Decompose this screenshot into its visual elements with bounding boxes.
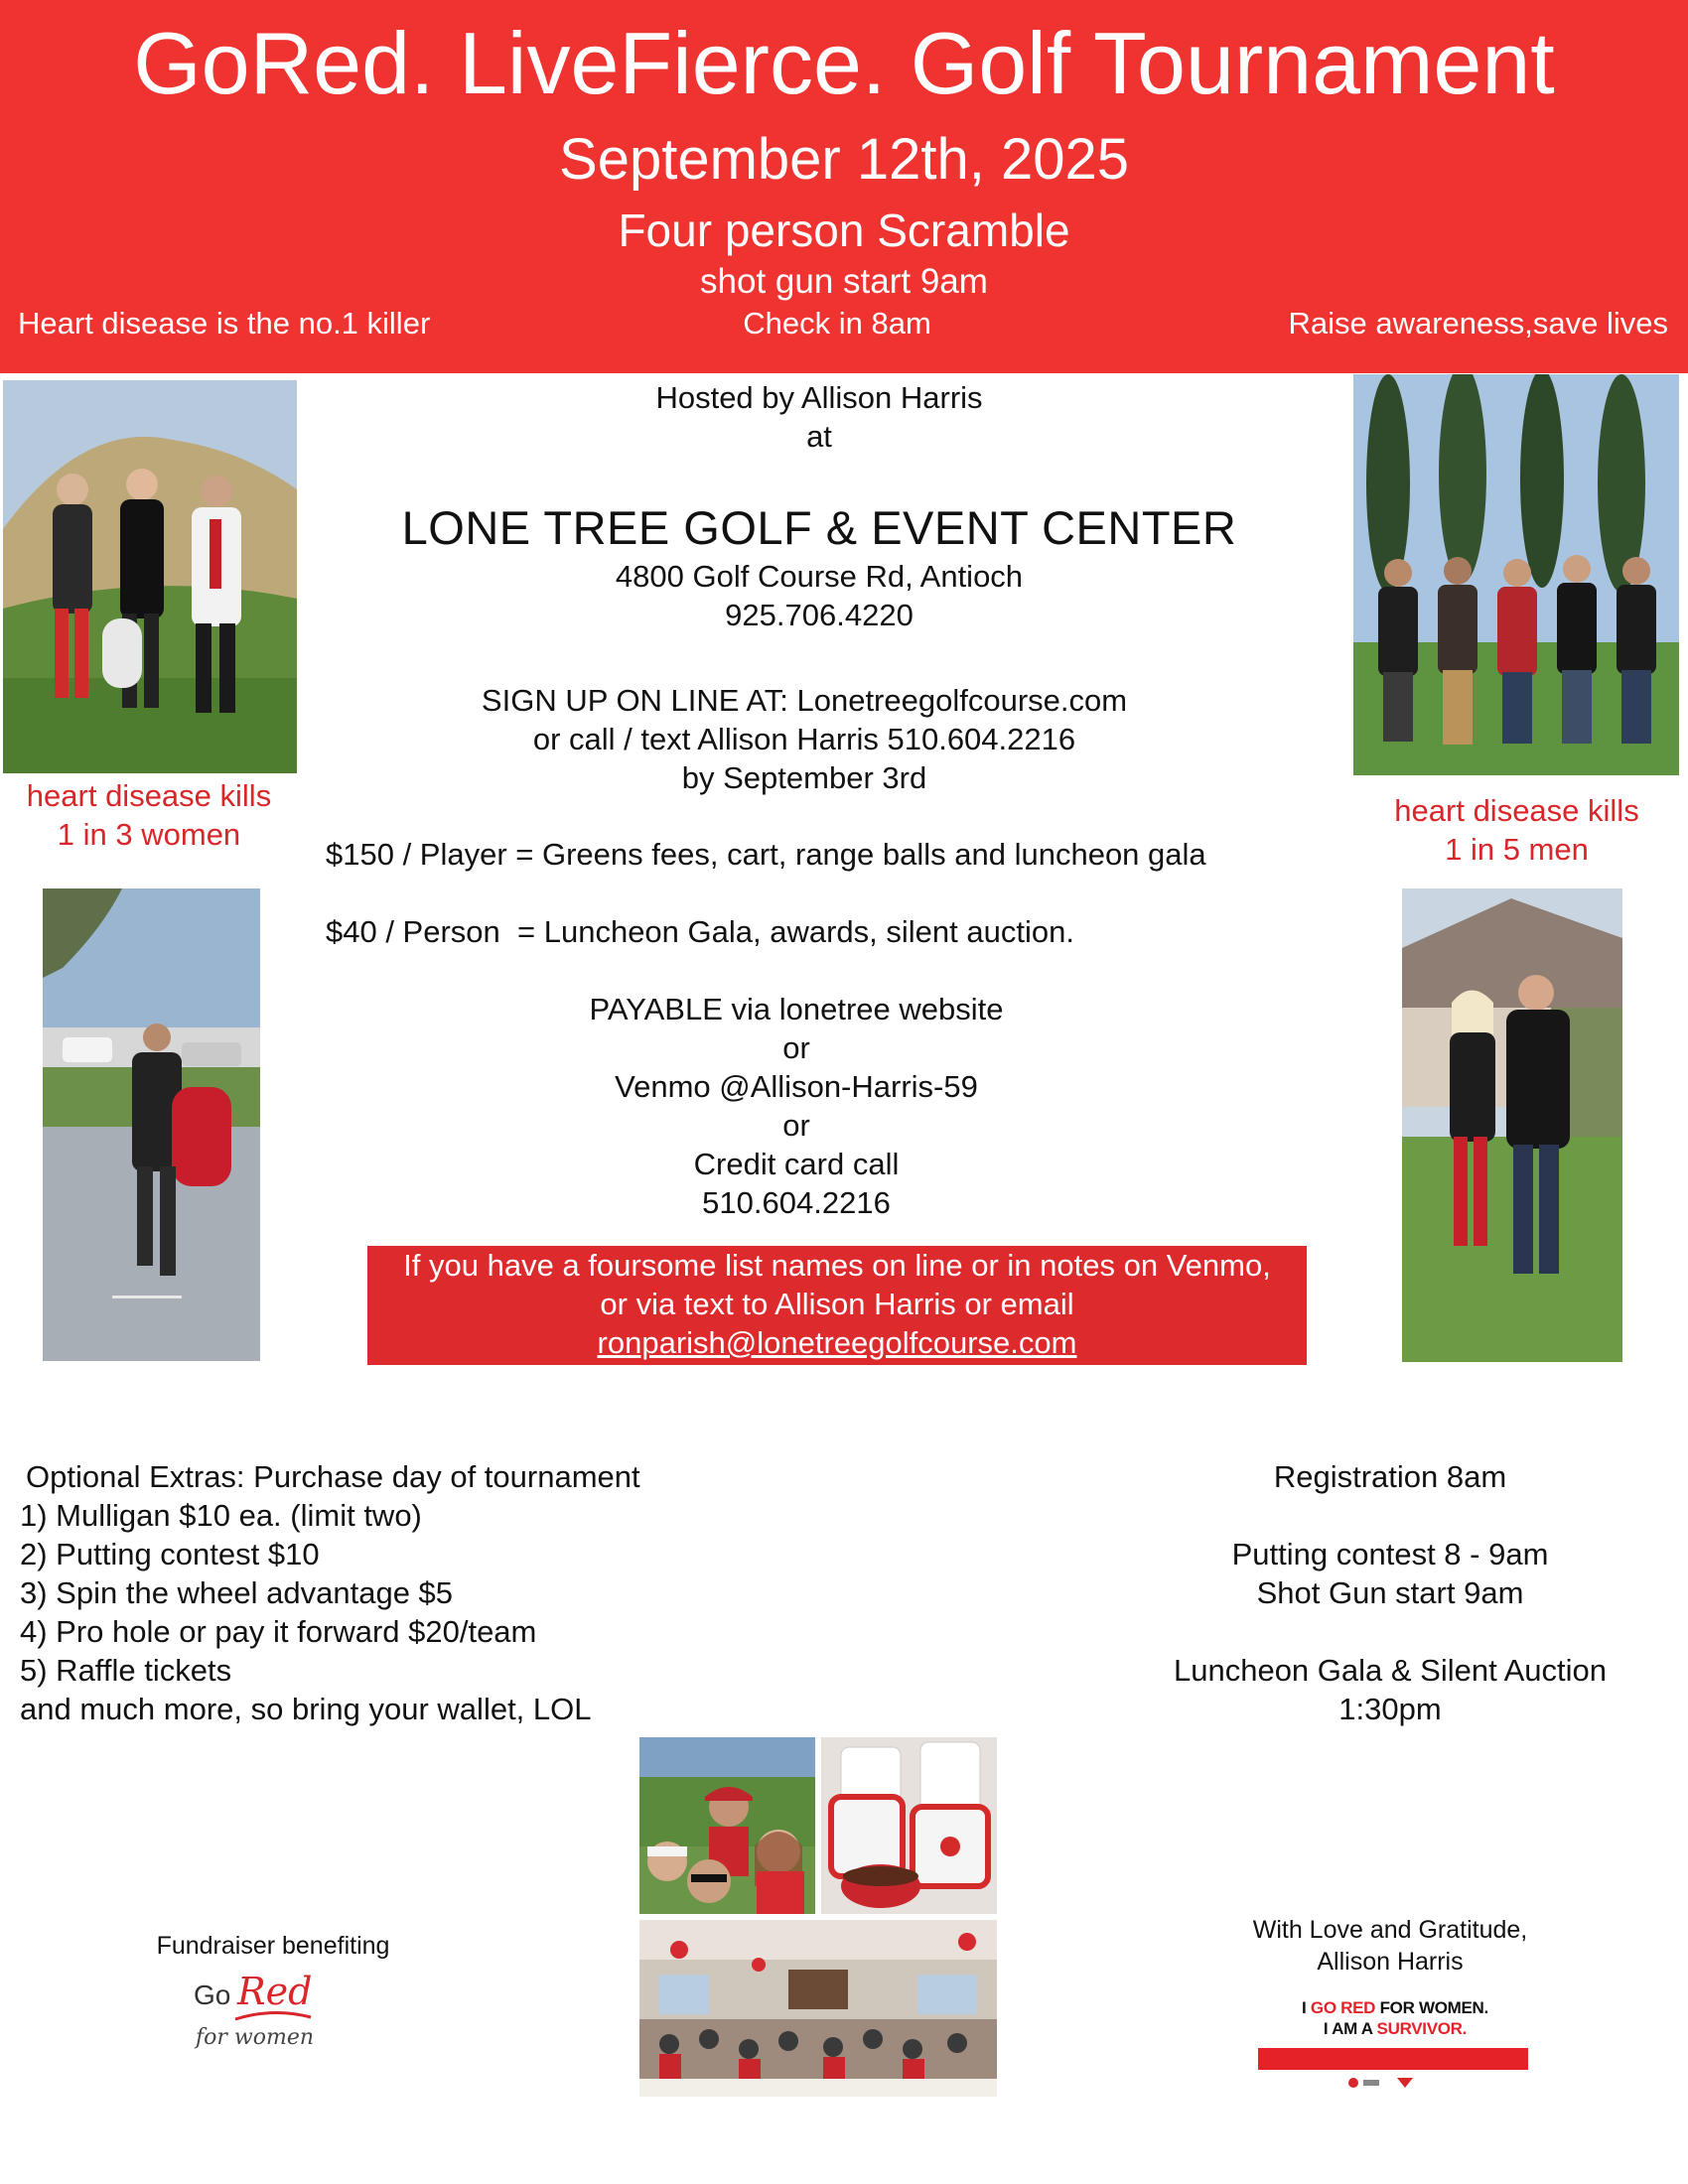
closing-line1: With Love and Gratitude, bbox=[1252, 1916, 1528, 1944]
event-date: September 12th, 2025 bbox=[559, 127, 1129, 192]
price-person: $40 / Person = Luncheon Gala, awards, silent auction. bbox=[326, 914, 1074, 949]
venue-address: 4800 Golf Course Rd, Antioch bbox=[615, 559, 1024, 594]
schedule-putting: Putting contest 8 - 9am bbox=[1231, 1537, 1549, 1571]
schedule bbox=[1132, 1457, 1648, 1728]
men-stat-line2: 1 in 5 men bbox=[1445, 832, 1589, 867]
photo-men-group bbox=[1353, 374, 1679, 775]
checkin-time: Check in 8am bbox=[743, 306, 931, 341]
header-left-message: Heart disease is the no.1 killer bbox=[18, 306, 431, 341]
badge-text-red: SURVIVOR. bbox=[1376, 2019, 1468, 2038]
closing-signature: Allison Harris bbox=[1317, 1948, 1464, 1976]
extras-item: 2) Putting contest $10 bbox=[20, 1537, 320, 1571]
badge-text: I AM A bbox=[1323, 2019, 1377, 2038]
signup-deadline: by September 3rd bbox=[681, 760, 927, 795]
optional-extras bbox=[20, 1457, 755, 1728]
payment-credit: Credit card call bbox=[693, 1147, 900, 1181]
badge-text-red: GO RED bbox=[1310, 1998, 1376, 2017]
sponsor-logos-icon bbox=[1345, 2076, 1425, 2090]
schedule-luncheon: Luncheon Gala & Silent Auction bbox=[1173, 1653, 1608, 1688]
survivor-badge bbox=[1241, 1997, 1549, 2039]
event-title: GoRed. LiveFierce. Golf Tournament bbox=[133, 14, 1555, 112]
event-format: Four person Scramble bbox=[618, 205, 1070, 256]
hosted-at: at bbox=[806, 419, 832, 454]
payment-block bbox=[397, 990, 1196, 1222]
foursome-notice bbox=[367, 1246, 1307, 1365]
payment-or1: or bbox=[782, 1030, 810, 1065]
venue-phone: 925.706.4220 bbox=[725, 598, 914, 632]
extras-item: 5) Raffle tickets bbox=[20, 1653, 232, 1688]
payment-line1: PAYABLE via lonetree website bbox=[589, 992, 1004, 1026]
extras-footer: and much more, so bring your wallet, LOL bbox=[20, 1692, 592, 1726]
closing-message bbox=[1201, 1914, 1579, 1978]
photo-women-golfers bbox=[3, 380, 297, 773]
logo-swoosh-icon bbox=[233, 2009, 313, 2023]
women-stat bbox=[0, 776, 298, 854]
survivor-badge-bar bbox=[1258, 2048, 1528, 2070]
fundraiser-label: Fundraiser benefiting bbox=[156, 1932, 390, 1960]
men-stat-line1: heart disease kills bbox=[1394, 793, 1639, 828]
photo-selfie-group bbox=[639, 1737, 815, 1914]
women-stat-line2: 1 in 3 women bbox=[57, 817, 241, 852]
women-stat-line1: heart disease kills bbox=[26, 778, 272, 813]
schedule-luncheon-time: 1:30pm bbox=[1338, 1692, 1442, 1726]
go-red-logo bbox=[194, 1970, 343, 2055]
photo-couple bbox=[1402, 888, 1622, 1362]
host-block bbox=[417, 378, 1221, 456]
payment-or2: or bbox=[782, 1108, 810, 1143]
photo-mugs bbox=[821, 1737, 997, 1914]
signup-block bbox=[298, 681, 1311, 797]
photo-luncheon bbox=[639, 1920, 997, 2097]
schedule-registration: Registration 8am bbox=[1273, 1459, 1507, 1494]
contact-email-link[interactable]: ronparish@lonetreegolfcourse.com bbox=[597, 1325, 1077, 1360]
extras-title: Optional Extras: Purchase day of tournament bbox=[26, 1459, 640, 1494]
header-banner bbox=[0, 0, 1688, 373]
foursome-line1: If you have a foursome list names on line or in notes on Venmo, bbox=[403, 1248, 1271, 1283]
signup-line2: or call / text Allison Harris 510.604.2216 bbox=[532, 722, 1076, 756]
foursome-line2: or via text to Allison Harris or email bbox=[600, 1287, 1074, 1321]
header-right-message: Raise awareness,save lives bbox=[1288, 306, 1668, 341]
payment-venmo: Venmo @Allison-Harris-59 bbox=[615, 1069, 978, 1104]
extras-item: 1) Mulligan $10 ea. (limit two) bbox=[20, 1498, 422, 1533]
logo-red: Red bbox=[237, 1970, 313, 2013]
extras-item: 4) Pro hole or pay it forward $20/team bbox=[20, 1614, 537, 1649]
men-stat bbox=[1350, 791, 1683, 869]
extras-item: 3) Spin the wheel advantage $5 bbox=[20, 1575, 454, 1610]
logo-tagline: for women bbox=[196, 2025, 315, 2050]
photo-golfer-walking bbox=[43, 888, 260, 1361]
hosted-by: Hosted by Allison Harris bbox=[655, 380, 983, 415]
badge-text: I bbox=[1302, 1998, 1311, 2017]
payment-phone: 510.604.2216 bbox=[702, 1185, 891, 1220]
venue-details bbox=[417, 557, 1221, 634]
logo-go: Go bbox=[194, 1979, 231, 2010]
venue-name: LONE TREE GOLF & EVENT CENTER bbox=[401, 501, 1237, 554]
schedule-shotgun: Shot Gun start 9am bbox=[1256, 1575, 1524, 1610]
signup-line1: SIGN UP ON LINE AT: Lonetreegolfcourse.com bbox=[481, 683, 1128, 718]
price-player: $150 / Player = Greens fees, cart, range balls and luncheon gala bbox=[326, 837, 1206, 872]
badge-text: FOR WOMEN. bbox=[1375, 1998, 1488, 2017]
start-time: shot gun start 9am bbox=[700, 262, 988, 301]
